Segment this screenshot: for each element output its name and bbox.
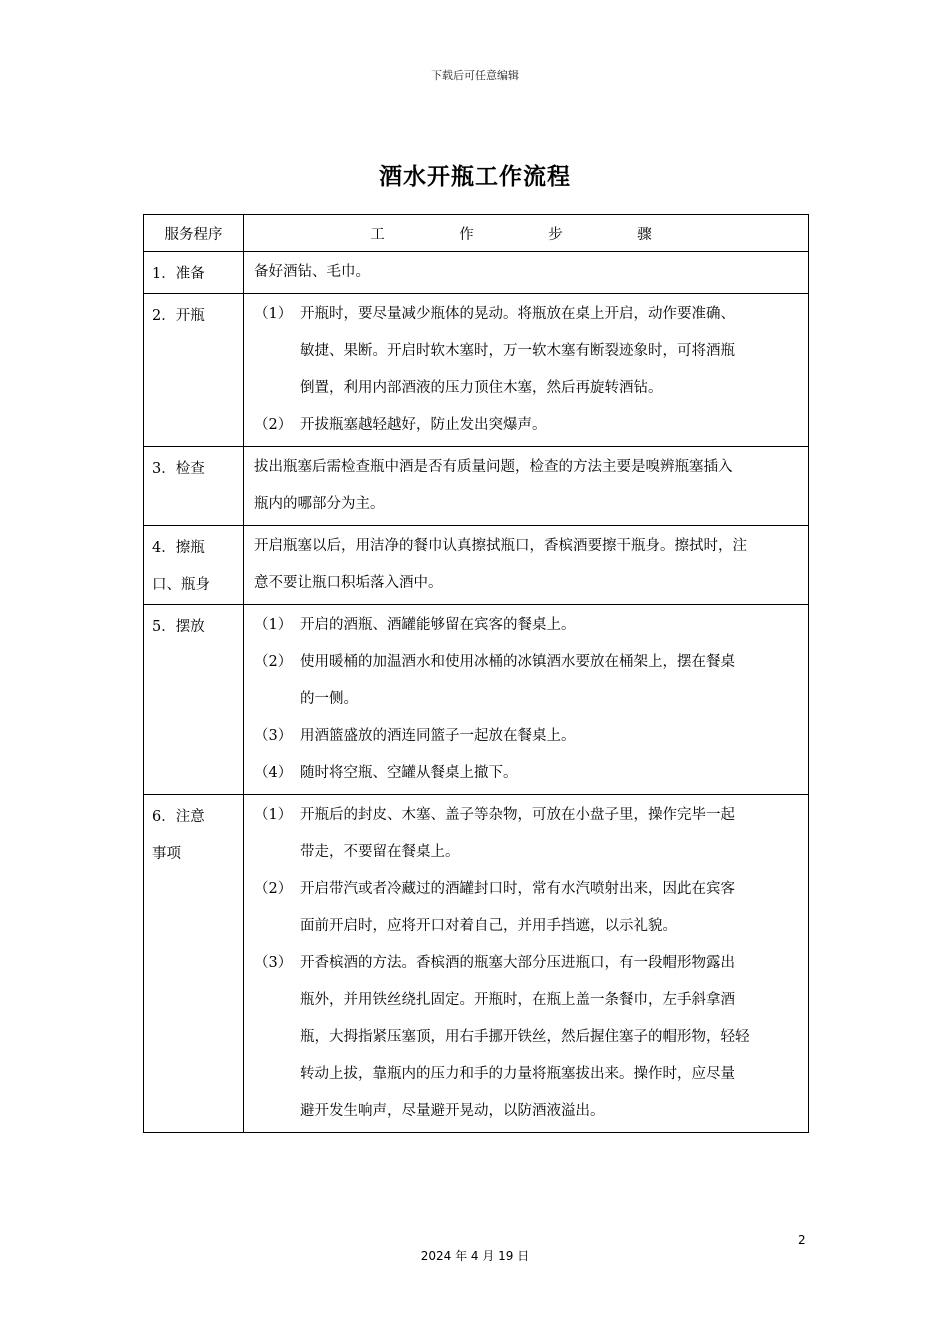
step-item-text [300, 718, 800, 755]
step-item-text [300, 296, 800, 407]
step-item-line: 开瓶后的封皮、木塞、盖子等杂物，可放在小盘子里，操作完毕一起 [300, 807, 735, 823]
procedure-label-line: 口、瓶身 [152, 577, 210, 593]
step-item-line: 开香槟酒的方法。香槟酒的瓶塞大部分压进瓶口，有一段帽形物露出 [300, 955, 735, 971]
step-content [244, 252, 809, 294]
step-text-line: 意不要让瓶口积垢落入酒中。 [254, 575, 443, 591]
header-work-steps: 工 作 步 骤 [244, 215, 809, 252]
step-content [244, 526, 809, 605]
step-item-line: 敏捷、果断。开启时软木塞时，万一软木塞有断裂迹象时，可将酒瓶 [300, 343, 735, 359]
step-item-line: 使用暖桶的加温酒水和使用冰桶的冰镇酒水要放在桶架上，摆在餐桌 [300, 654, 735, 670]
procedure-label-line: 事项 [152, 846, 181, 862]
header-note: 下载后可任意编辑 [431, 69, 519, 82]
step-item-text [300, 644, 800, 718]
step-item-number: （4） [254, 765, 293, 781]
header-service-procedure: 服务程序 [144, 215, 244, 252]
table-row [144, 605, 809, 795]
step-item-line: 用酒篮盛放的酒连同篮子一起放在餐桌上。 [300, 728, 576, 744]
step-item-line: 转动上拔，靠瓶内的压力和手的力量将瓶塞拔出来。操作时，应尽量 [300, 1066, 735, 1082]
step-item-text [300, 871, 800, 945]
step-content [244, 294, 809, 447]
step-item [254, 945, 800, 1130]
step-item [254, 718, 800, 755]
procedure-label-line: 4．擦瓶 [152, 540, 205, 556]
table-row [144, 526, 809, 605]
step-item [254, 607, 800, 644]
step-item-number: （2） [254, 417, 293, 433]
step-item [254, 871, 800, 945]
step-item-line: 避开发生响声，尽量避开晃动，以防酒液溢出。 [300, 1103, 605, 1119]
step-item-number: （1） [254, 617, 293, 633]
step-item-text [300, 607, 800, 644]
step-item [254, 755, 800, 792]
step-text-line: 开启瓶塞以后，用洁净的餐巾认真擦拭瓶口，香槟酒要擦干瓶身。擦拭时，注 [254, 538, 747, 554]
document-title: 酒水开瓶工作流程 [379, 164, 571, 190]
table-row [144, 294, 809, 447]
step-content [244, 447, 809, 526]
step-item-number: （1） [254, 807, 293, 823]
step-item-line: 瓶外，并用铁丝绕扎固定。开瓶时，在瓶上盖一条餐巾，左手斜拿酒 [300, 992, 735, 1008]
procedure-label [144, 447, 244, 526]
step-item [254, 296, 800, 407]
step-item-number: （2） [254, 881, 293, 897]
step-item-line: 的一侧。 [300, 691, 358, 707]
step-item-line: 面前开启时，应将开口对着自己，并用手挡遮，以示礼貌。 [300, 918, 677, 934]
step-item [254, 797, 800, 871]
step-item-line: 开拔瓶塞越轻越好，防止发出突爆声。 [300, 417, 547, 433]
step-item-line: 开启带汽或者冷藏过的酒罐封口时，常有水汽喷射出来，因此在宾客 [300, 881, 735, 897]
page-number: 2 [798, 1233, 806, 1247]
step-item-number: （2） [254, 654, 293, 670]
step-item-number: （3） [254, 728, 293, 744]
step-item [254, 644, 800, 718]
procedure-label [144, 294, 244, 447]
table-row [144, 252, 809, 294]
step-item-text [300, 755, 800, 792]
step-item-line: 随时将空瓶、空罐从餐桌上撤下。 [300, 765, 518, 781]
step-item-line: 开瓶时，要尽量减少瓶体的晃动。将瓶放在桌上开启，动作要准确、 [300, 306, 735, 322]
procedure-label [144, 252, 244, 294]
table-body [144, 252, 809, 1133]
step-item-line: 倒置，利用内部酒液的压力顶住木塞，然后再旋转酒钻。 [300, 380, 663, 396]
procedure-label [144, 526, 244, 605]
procedure-label-line: 1．准备 [152, 266, 205, 282]
step-content [244, 795, 809, 1133]
step-item-number: （1） [254, 306, 293, 322]
step-item-text [300, 407, 800, 444]
step-item-number: （3） [254, 955, 293, 971]
step-content [244, 605, 809, 795]
table-row [144, 447, 809, 526]
step-text: 备好酒钻、毛巾。 [254, 264, 370, 280]
step-text-line: 瓶内的哪部分为主。 [254, 496, 385, 512]
procedure-label [144, 795, 244, 1133]
step-item-line: 开启的酒瓶、酒罐能够留在宾客的餐桌上。 [300, 617, 576, 633]
procedure-label-line: 6．注意 [152, 809, 205, 825]
procedure-label [144, 605, 244, 795]
table-row [144, 795, 809, 1133]
step-item-line: 瓶，大拇指紧压塞顶，用右手挪开铁丝，然后握住塞子的帽形物，轻轻 [300, 1029, 750, 1045]
step-text-line: 拔出瓶塞后需检查瓶中酒是否有质量问题，检查的方法主要是嗅辨瓶塞插入 [254, 459, 733, 475]
step-item-text [300, 945, 800, 1130]
procedure-label-line: 5．摆放 [152, 619, 205, 635]
procedure-label-line: 3．检查 [152, 461, 205, 477]
step-item [254, 407, 800, 444]
table-header-row [144, 215, 809, 252]
footer-date: 2024 年 4 月 19 日 [420, 1249, 530, 1263]
procedure-table [143, 214, 809, 1133]
step-item-text [300, 797, 800, 871]
step-item-line: 带走，不要留在餐桌上。 [300, 844, 460, 860]
procedure-label-line: 2．开瓶 [152, 308, 205, 324]
